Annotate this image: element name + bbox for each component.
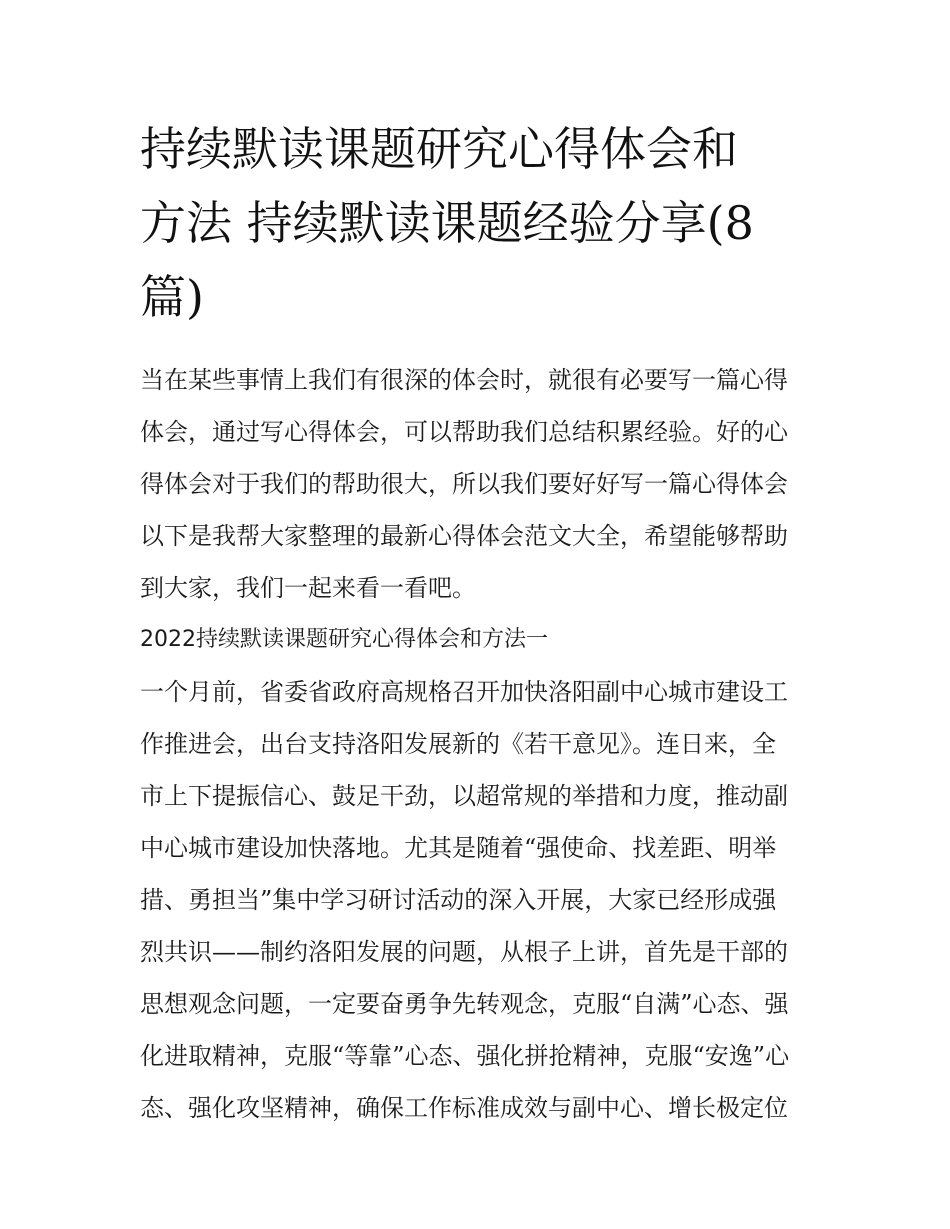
intro-paragraph xyxy=(140,354,820,614)
text-line: 得体会对于我们的帮助很大，所以我们要好好写一篇心得体会 xyxy=(140,470,788,498)
title-line: 持续默读课题研究心得体会和 xyxy=(140,122,738,176)
document-body xyxy=(140,354,820,1134)
text-line: 体会，通过写心得体会，可以帮助我们总结积累经验。好的心 xyxy=(140,418,788,446)
document-title xyxy=(140,112,820,334)
text-line: 态、强化攻坚精神，确保工作标准成效与副中心、增长极定位 xyxy=(140,1094,788,1122)
text-line: 中心城市建设加快落地。尤其是随着“强使命、找差距、明举 xyxy=(140,834,777,862)
text-line: 化进取精神，克服“等靠”心态、强化拼抢精神，克服“安逸”心 xyxy=(140,1042,790,1070)
text-line: 市上下提振信心、鼓足干劲，以超常规的举措和力度，推动副 xyxy=(140,782,788,810)
text-line: 一个月前，省委省政府高规格召开加快洛阳副中心城市建设工 xyxy=(140,678,788,706)
text-line: 措、勇担当”集中学习研讨活动的深入开展，大家已经形成强 xyxy=(140,886,777,914)
text-line: 思想观念问题，一定要奋勇争先转观念，克服“自满”心态、强 xyxy=(140,990,789,1018)
text-line: 以下是我帮大家整理的最新心得体会范文大全，希望能够帮助 xyxy=(140,522,788,550)
section-heading: 2022持续默读课题研究心得体会和方法一 xyxy=(140,627,548,652)
text-line: 当在某些事情上我们有很深的体会时，就很有必要写一篇心得 xyxy=(140,366,788,394)
title-line: 方法 持续默读课题经验分享(8 xyxy=(140,196,754,250)
title-line: 篇) xyxy=(140,270,204,324)
text-line: 到大家，我们一起来看一看吧。 xyxy=(140,574,476,602)
text-line: 烈共识——制约洛阳发展的问题，从根子上讲，首先是干部的 xyxy=(140,938,788,966)
section-paragraph xyxy=(140,666,820,1134)
text-line: 作推进会，出台支持洛阳发展新的《若干意见》。连日来，全 xyxy=(140,730,776,758)
